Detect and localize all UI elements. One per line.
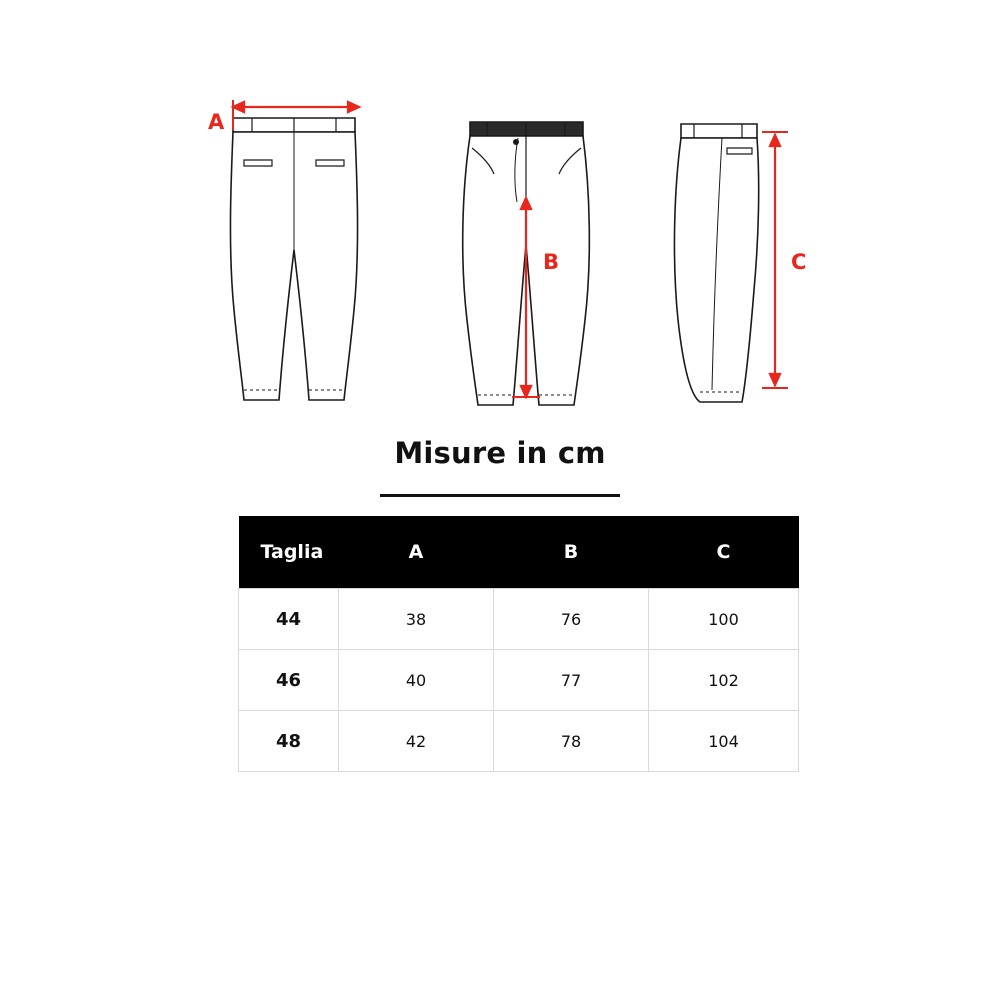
measure-arrow-c — [762, 132, 788, 388]
cell-b: 76 — [494, 589, 649, 650]
table-row — [239, 711, 799, 772]
table-row — [239, 589, 799, 650]
header-taglia: Taglia — [239, 516, 339, 589]
pants-illustrations — [0, 60, 1000, 420]
cell-c: 102 — [649, 650, 799, 711]
cell-size: 46 — [239, 650, 339, 711]
title-divider — [380, 494, 620, 497]
front-pants-view — [230, 118, 357, 400]
table-row — [239, 650, 799, 711]
pants-diagram-svg — [0, 60, 1000, 420]
header-c: C — [649, 516, 799, 589]
table-header-row — [239, 516, 799, 589]
cell-a: 38 — [339, 589, 494, 650]
cell-size: 48 — [239, 711, 339, 772]
page-title: Misure in cm — [394, 436, 606, 470]
measure-label-a: A — [208, 110, 225, 134]
side-pants-view — [674, 124, 758, 402]
cell-size: 44 — [239, 589, 339, 650]
cell-c: 104 — [649, 711, 799, 772]
header-b: B — [494, 516, 649, 589]
measure-label-c: C — [791, 250, 807, 274]
size-table — [238, 516, 799, 772]
cell-a: 42 — [339, 711, 494, 772]
measure-label-b: B — [543, 250, 560, 274]
header-a: A — [339, 516, 494, 589]
cell-b: 78 — [494, 711, 649, 772]
cell-a: 40 — [339, 650, 494, 711]
cell-c: 100 — [649, 589, 799, 650]
cell-b: 77 — [494, 650, 649, 711]
